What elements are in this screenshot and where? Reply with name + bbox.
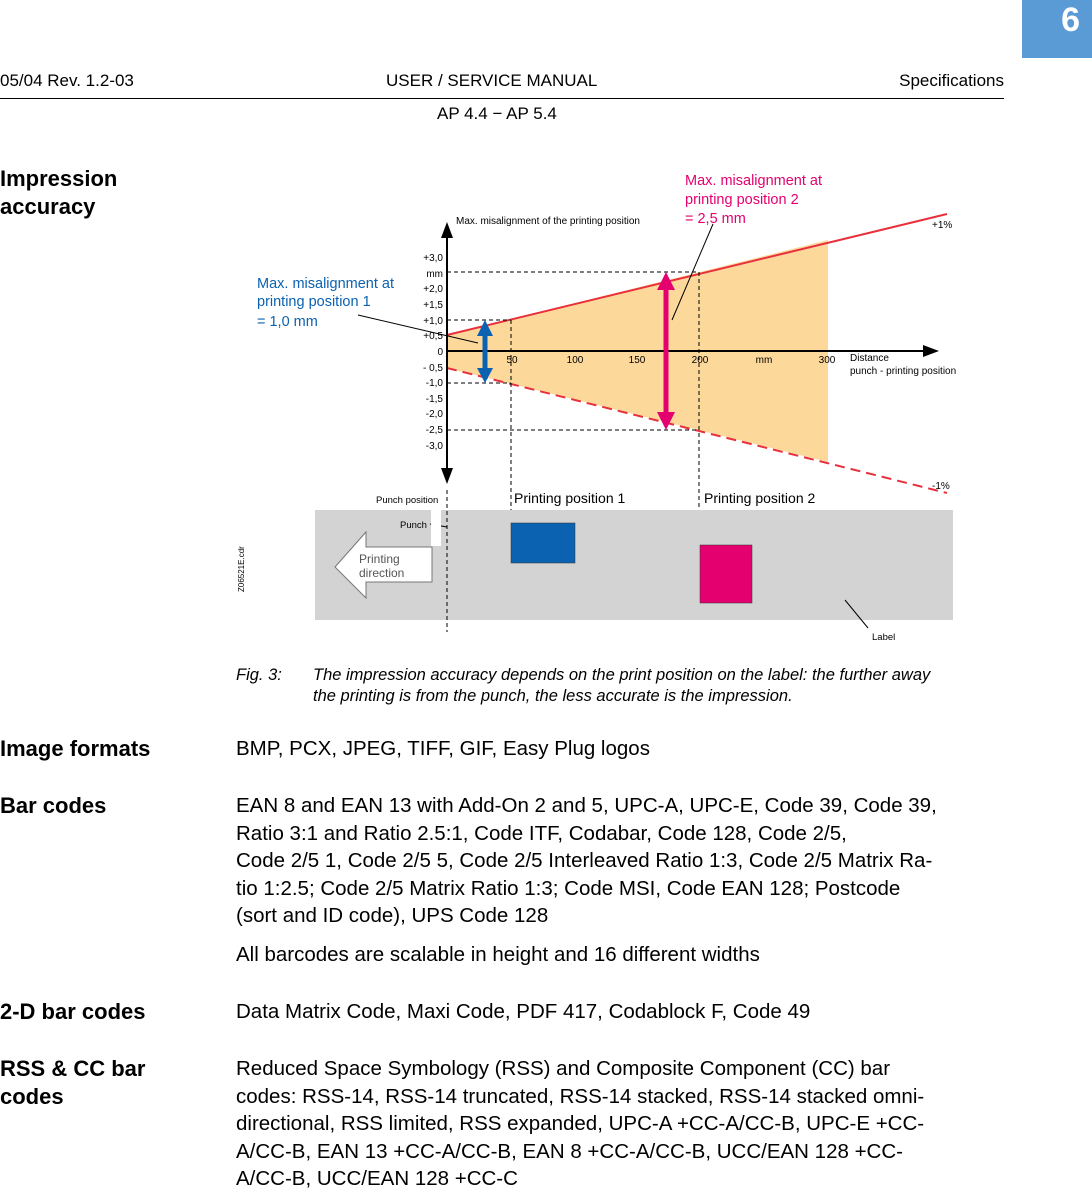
- svg-text:= 1,0 mm: = 1,0 mm: [257, 314, 318, 330]
- image-formats-label: Image formats: [0, 736, 151, 761]
- printing-direction-line2: direction: [359, 566, 405, 580]
- callout-pos1: [257, 276, 394, 330]
- caption-line: the printing is from the punch, the less accurate is the impression.: [313, 687, 793, 705]
- x-tick: 200: [691, 355, 709, 366]
- y-tick: -1,5: [425, 394, 443, 405]
- figure-caption: [236, 665, 1006, 707]
- y-tick: -2,5: [425, 425, 443, 436]
- y-tick: mm: [426, 269, 443, 280]
- header-revision: 05/04 Rev. 1.2-03: [0, 71, 134, 90]
- y-tick-labels: [423, 253, 443, 452]
- header-section: Specifications: [899, 71, 1004, 90]
- rss-cc-label-line: RSS & CC bar: [0, 1056, 146, 1081]
- print-pos2-label: Printing position 2: [704, 490, 816, 506]
- print-pos1-label: Printing position 1: [514, 490, 626, 506]
- y-tick: +1,5: [423, 300, 443, 311]
- x-axis-arrow: [923, 345, 939, 357]
- upper-limit-label: +1%: [932, 220, 953, 231]
- y-tick: +3,0: [423, 253, 443, 264]
- punch-notch: [431, 510, 441, 546]
- bar-codes-2d-text: Data Matrix Code, Maxi Code, PDF 417, Codablock F, Code 49: [236, 1000, 811, 1023]
- lower-limit-label: -1%: [932, 481, 950, 492]
- x-tick: 100: [566, 355, 584, 366]
- y-axis-arrow-up: [441, 222, 453, 238]
- svg-text:printing position 2: printing position 2: [685, 192, 799, 208]
- svg-text:printing position 1: printing position 1: [257, 294, 371, 310]
- y-tick: +1,0: [423, 316, 443, 327]
- bar-codes-line: Ratio 3:1 and Ratio 2.5:1, Code ITF, Codabar, Code 128, Code 2/5,: [236, 821, 847, 845]
- y-tick: -3,0: [425, 441, 443, 452]
- rss-cc-label-line: codes: [0, 1084, 64, 1109]
- callout-pos1-leader: [358, 315, 478, 343]
- bar-codes-text: [236, 792, 1008, 930]
- svg-text:Max. misalignment at: Max. misalignment at: [257, 276, 394, 292]
- caption-line: The impression accuracy depends on the print position on the label: the further away: [313, 666, 931, 684]
- rss-cc-text: [236, 1055, 1008, 1193]
- chapter-tab: 6: [1022, 0, 1092, 58]
- figure-number: Fig. 3:: [236, 666, 282, 684]
- printing-direction-line1: Printing: [359, 552, 400, 566]
- bar-codes-line: tio 1:2.5; Code 2/5 Matrix Ratio 1:3; Code MSI, Code EAN 128; Postcode: [236, 876, 901, 900]
- x-tick: 300: [818, 355, 836, 366]
- rss-cc-line: codes: RSS-14, RSS-14 truncated, RSS-14 stacked, RSS-14 stacked omni-: [236, 1084, 925, 1108]
- bar-codes-line: Code 2/5 1, Code 2/5 5, Code 2/5 Interleaved Ratio 1:3, Code 2/5 Matrix Ra-: [236, 849, 933, 872]
- y-tick: -2,0: [425, 409, 443, 420]
- svg-text:Max. misalignment at: Max. misalignment at: [685, 173, 822, 189]
- rss-cc-line: A/CC-B, UCC/EAN 128 +CC-C: [236, 1167, 518, 1190]
- header-manual-title: USER / SERVICE MANUAL: [386, 71, 598, 90]
- y-axis-arrow-down: [441, 468, 453, 484]
- impression-accuracy-label: Impression accuracy: [0, 166, 118, 219]
- punch-label: Punch: [400, 520, 427, 531]
- rss-cc-label: [0, 1055, 145, 1111]
- y-tick: 0: [437, 347, 443, 358]
- bar-codes-note: All barcodes are scalable in height and 16 different widths: [236, 943, 760, 966]
- print-pos2-block: [700, 545, 752, 603]
- y-tick: +0,5: [423, 331, 443, 342]
- y-tick: -1,0: [425, 378, 443, 389]
- bar-codes-label: Bar codes: [0, 793, 107, 818]
- file-id: Z06521E.cdr: [237, 546, 246, 592]
- y-tick: - 0,5: [422, 363, 443, 374]
- x-tick: 150: [628, 355, 646, 366]
- image-formats-text: BMP, PCX, JPEG, TIFF, GIF, Easy Plug logos: [236, 737, 650, 760]
- bar-codes-line: EAN 8 and EAN 13 with Add-On 2 and 5, UPC-A, UPC-E, Code 39, Code 39,: [236, 794, 937, 817]
- rss-cc-line: A/CC-B, EAN 13 +CC-A/CC-B, EAN 8 +CC-A/CC-B, UCC/EAN 128 +CC-: [236, 1139, 903, 1163]
- x-tick: 50: [506, 355, 518, 366]
- rss-cc-line: Reduced Space Symbology (RSS) and Composite Component (CC) bar: [236, 1057, 891, 1080]
- print-pos1-block: [511, 523, 575, 563]
- svg-text:= 2,5 mm: = 2,5 mm: [685, 211, 746, 227]
- rss-cc-line: directional, RSS limited, RSS expanded, UPC-A +CC-A/CC-B, UPC-E +CC-: [236, 1112, 925, 1135]
- x-axis-title-line1: Distance: [850, 353, 889, 364]
- punch-position-label: Punch position: [376, 495, 439, 506]
- x-tick: mm: [755, 355, 773, 366]
- y-tick: +2,0: [423, 284, 443, 295]
- label-label: Label: [872, 632, 896, 643]
- bar-codes-2d-label: 2-D bar codes: [0, 999, 146, 1024]
- x-axis-title-line2: punch - printing position: [850, 366, 957, 377]
- bar-codes-line: (sort and ID code), UPS Code 128: [236, 904, 549, 927]
- callout-pos2: [685, 173, 822, 227]
- header-model: AP 4.4 − AP 5.4: [437, 104, 557, 123]
- y-axis-title: Max. misalignment of the printing position: [456, 216, 640, 227]
